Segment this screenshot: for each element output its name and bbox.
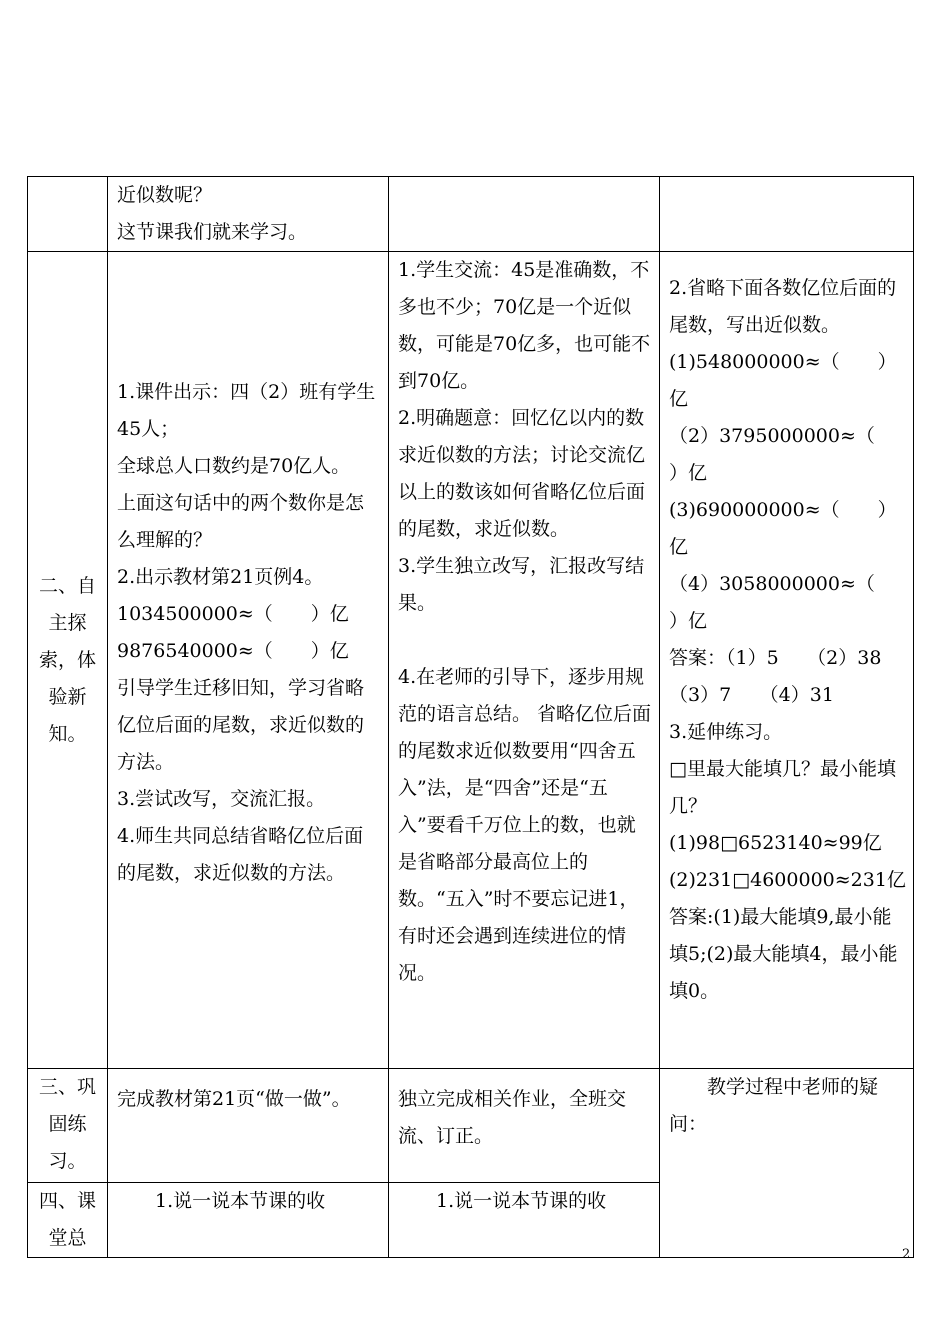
consolidate-teacher-cell xyxy=(108,1069,389,1183)
practice-task-3: 3.延伸练习。 xyxy=(669,721,783,743)
teacher-step-1: 1.课件出示：四（2）班有学生45人； xyxy=(117,381,376,440)
practice-task-2: 2.省略下面各数亿位后面的尾数，写出近似数。 xyxy=(669,277,897,336)
student-step-4: 4.在老师的引导下，逐步用规范的语言总结。 省略亿位后面的尾数求近似数要用“四舍五入”法，是“四舍”还是“五入”要看千万位上的数，也就是省略部分最高位上的数。“五入”时不要忘记进1，有时还会遇到连续进位的情况。 xyxy=(398,666,652,984)
summary-teacher-text: 1.说一说本节课的收 xyxy=(155,1190,326,1212)
summary-stage-label: 四、课堂总 xyxy=(38,1190,96,1249)
consolidate-student-text: 独立完成相关作业，全班交流、订正。 xyxy=(398,1088,627,1147)
intro-row xyxy=(28,177,914,252)
practice-box-question: □里最大能填几？最小能填几？ xyxy=(669,758,896,817)
intro-teacher-line-1: 近似数呢？ xyxy=(117,184,213,206)
intro-teacher-cell xyxy=(108,177,389,252)
student-step-3: 3.学生独立改写，汇报改写结果。 xyxy=(398,555,645,614)
practice-item-4: （4）3058000000≈（ ）亿 xyxy=(669,573,913,632)
teacher-example-a: 1034500000≈（ ）亿 xyxy=(117,603,349,625)
explore-stage-label: 二、自主探索，体验新知。 xyxy=(38,574,96,745)
consolidate-row xyxy=(28,1069,914,1183)
teacher-step-4: 4.师生共同总结省略亿位后面的尾数，求近似数的方法。 xyxy=(117,825,364,884)
teacher-note-cell xyxy=(660,1069,914,1258)
consolidate-stage-cell xyxy=(28,1069,108,1183)
explore-row xyxy=(28,252,914,1069)
practice-box-item-1: (1)98□6523140≈99亿 xyxy=(669,832,882,854)
teacher-question: 上面这句话中的两个数你是怎么理解的？ xyxy=(117,492,365,551)
intro-student-cell xyxy=(389,177,660,252)
lesson-plan-table xyxy=(27,176,914,1258)
teacher-note-text: 教学过程中老师的疑问： xyxy=(669,1076,879,1135)
explore-student-cell xyxy=(389,252,660,1069)
page-number: 2 xyxy=(902,1247,911,1262)
student-step-1: 1.学生交流：45是准确数，不多也不少；70亿是一个近似数，可能是70亿多，也可能不到70亿。 xyxy=(398,259,651,392)
explore-practice-cell xyxy=(660,252,914,1069)
practice-box-item-2: (2)231□4600000≈231亿 xyxy=(669,869,906,891)
teacher-guide: 引导学生迁移旧知，学习省略亿位后面的尾数，求近似数的方法。 xyxy=(117,677,365,773)
summary-teacher-cell xyxy=(108,1183,389,1258)
practice-item-1: (1)548000000≈（ ）亿 xyxy=(669,351,897,410)
intro-practice-cell xyxy=(660,177,914,252)
explore-teacher-cell xyxy=(108,252,389,1069)
summary-stage-cell xyxy=(28,1183,108,1258)
explore-stage-cell xyxy=(28,252,108,1069)
teacher-step-2: 2.出示教材第21页例4。 xyxy=(117,566,324,588)
summary-student-text: 1.说一说本节课的收 xyxy=(436,1190,607,1212)
consolidate-teacher-text: 完成教材第21页“做一做”。 xyxy=(117,1088,351,1110)
summary-student-cell xyxy=(389,1183,660,1258)
consolidate-stage-label: 三、巩固练习。 xyxy=(38,1076,96,1172)
intro-teacher-line-2: 这节课我们就来学习。 xyxy=(117,221,308,243)
teacher-population-line: 全球总人口数约是70亿人。 xyxy=(117,455,351,477)
student-step-2: 2.明确题意：回忆亿以内的数求近似数的方法；讨论交流亿以上的数该如何省略亿位后面的尾数，求近似数。 xyxy=(398,407,646,540)
practice-item-3: (3)690000000≈（ ）亿 xyxy=(669,499,897,558)
practice-box-answers: 答案:(1)最大能填9,最小能填5;(2)最大能填4，最小能填0。 xyxy=(669,906,898,1002)
consolidate-student-cell xyxy=(389,1069,660,1183)
intro-stage-cell xyxy=(28,177,108,252)
teacher-step-3: 3.尝试改写，交流汇报。 xyxy=(117,788,326,810)
practice-item-2: （2）3795000000≈（ ）亿 xyxy=(669,425,913,484)
teacher-example-b: 9876540000≈（ ）亿 xyxy=(117,640,349,662)
practice-answers: 答案：（1）5 （2）38 （3）7 （4）31 xyxy=(669,647,901,706)
